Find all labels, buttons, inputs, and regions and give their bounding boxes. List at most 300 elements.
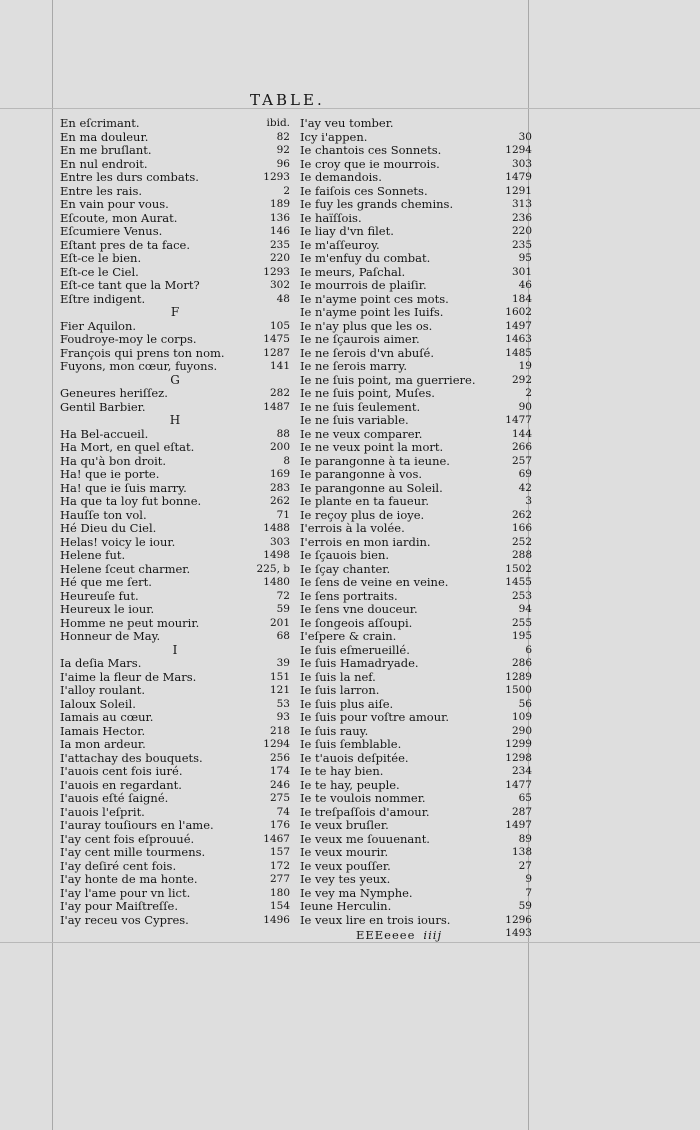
- index-entry: [300, 765, 532, 779]
- entry-page-number: 195: [511, 630, 532, 642]
- entry-title: Ie ne ſuis point, Muſes.: [300, 386, 435, 400]
- index-entry: [60, 549, 290, 563]
- index-entry: [60, 563, 290, 577]
- entry-page-number: ibid.: [266, 117, 290, 129]
- entry-page-number: 172: [269, 859, 290, 872]
- index-column-right: [300, 117, 532, 941]
- entry-page-number: 301: [511, 265, 532, 278]
- entry-title: Eſt-ce le bien.: [60, 251, 142, 265]
- entry-title: Homme ne peut mourir.: [60, 615, 200, 630]
- entry-page-number: 136: [269, 211, 290, 224]
- entry-page-number: 218: [269, 724, 290, 737]
- entry-page-number: 1294: [263, 738, 290, 750]
- index-entry: [300, 455, 532, 469]
- entry-page-number: 277: [269, 873, 290, 885]
- index-entry: [60, 428, 290, 442]
- entry-page-number: 105: [269, 319, 290, 332]
- entry-title: Ie parangonne à ta ieune.: [300, 453, 450, 468]
- index-entry: [60, 630, 290, 644]
- index-entry: [60, 603, 290, 617]
- entry-title: En nul endroit.: [60, 156, 148, 171]
- index-entry: [60, 806, 290, 820]
- section-letter-label: I: [172, 642, 178, 657]
- index-column-left: [60, 117, 290, 927]
- index-entry: [60, 293, 290, 307]
- index-entry: [300, 374, 532, 388]
- entry-page-number: 1299: [505, 738, 532, 750]
- index-entry: [300, 603, 532, 617]
- entry-page-number: 1500: [505, 684, 532, 696]
- index-entry: [60, 320, 290, 334]
- entry-page-number: 30: [518, 130, 532, 143]
- index-entry: [300, 617, 532, 631]
- entry-title: I'ay cent mille tourmens.: [60, 845, 206, 859]
- entry-page-number: 1497: [505, 319, 532, 332]
- index-entry: [60, 279, 290, 293]
- entry-page-number: 257: [511, 454, 532, 467]
- index-entry: [60, 198, 290, 212]
- entry-title: Ie ſuis larron.: [300, 683, 380, 697]
- index-entry: [60, 225, 290, 239]
- index-entry: [300, 563, 532, 577]
- entry-page-number: 151: [269, 670, 290, 683]
- index-entry: [60, 482, 290, 496]
- entry-page-number: 72: [276, 589, 290, 602]
- entry-page-number: 1296: [505, 913, 532, 926]
- entry-title: I'alloy roulant.: [60, 683, 146, 697]
- entry-page-number: 262: [511, 508, 532, 521]
- index-entry: [300, 887, 532, 901]
- index-entry: [300, 185, 532, 199]
- index-entry: [60, 711, 290, 725]
- index-entry: [60, 266, 290, 280]
- entry-page-number: 2: [283, 184, 290, 197]
- index-entry: [60, 171, 290, 185]
- index-entry: [300, 819, 532, 833]
- index-entry: [300, 144, 532, 158]
- entry-page-number: 1485: [505, 346, 532, 359]
- entry-page-number: 6: [525, 643, 532, 656]
- index-entry: [300, 900, 532, 914]
- entry-page-number: 220: [511, 225, 532, 237]
- index-entry: [300, 252, 532, 266]
- entry-page-number: 313: [511, 198, 532, 210]
- entry-page-number: 1477: [505, 414, 532, 426]
- entry-title: Ie ſuis pour voſtre amour.: [300, 710, 449, 724]
- entry-page-number: 1298: [505, 751, 532, 764]
- index-entry: [300, 239, 532, 253]
- entry-page-number: 176: [269, 819, 290, 831]
- index-entry: [300, 914, 532, 928]
- page-title: TABLE.: [250, 91, 325, 109]
- entry-page-number: 1493: [505, 927, 532, 939]
- entry-title: En eſcrimant.: [60, 116, 140, 130]
- entry-page-number: 234: [511, 765, 532, 777]
- index-entry: [60, 819, 290, 833]
- entry-page-number: 1477: [505, 778, 532, 791]
- index-entry: [300, 657, 532, 671]
- entry-page-number: 255: [511, 616, 532, 629]
- index-entry: [60, 765, 290, 779]
- index-entry: [300, 158, 532, 172]
- entry-page-number: 53: [276, 697, 290, 710]
- entry-title: I'auois en regardant.: [60, 777, 182, 792]
- index-entry: [60, 684, 290, 698]
- entry-title: I'errois à la volée.: [300, 521, 405, 535]
- entry-title: Ie croy que ie mourrois.: [300, 156, 440, 171]
- entry-title: Ie fuy les grands chemins.: [300, 197, 454, 211]
- entry-page-number: 46: [518, 279, 532, 291]
- entry-title: Fuyons, mon cœur, fuyons.: [60, 359, 218, 373]
- index-entry: [300, 522, 532, 536]
- index-entry: [60, 671, 290, 685]
- index-entry: [300, 792, 532, 806]
- index-entry: [60, 752, 290, 766]
- entry-page-number: 48: [276, 292, 290, 305]
- entry-title: Ie ſçauois bien.: [300, 548, 390, 562]
- entry-page-number: 283: [269, 481, 290, 494]
- index-entry: [300, 387, 532, 401]
- index-entry: [60, 468, 290, 482]
- entry-title: Ie ne veux comparer.: [300, 426, 423, 441]
- entry-page-number: 93: [276, 711, 290, 723]
- entry-page-number: 56: [518, 697, 532, 710]
- index-entry: [300, 671, 532, 685]
- entry-page-number: 1293: [263, 265, 290, 278]
- index-entry: [60, 252, 290, 266]
- entry-title: Eſtre indigent.: [60, 291, 146, 306]
- entry-title: Honneur de May.: [60, 629, 161, 643]
- entry-title: Eſt-ce tant que la Mort?: [60, 278, 200, 292]
- entry-page-number: 1291: [505, 184, 532, 197]
- entry-page-number: 189: [269, 198, 290, 210]
- index-entry: [300, 698, 532, 712]
- entry-page-number: 200: [269, 441, 290, 453]
- entry-title: Ieune Herculin.: [300, 899, 392, 913]
- index-entry: [60, 590, 290, 604]
- entry-page-number: 169: [269, 468, 290, 480]
- index-entry: [60, 725, 290, 739]
- entry-title: I'errois en mon iardin.: [300, 534, 431, 549]
- entry-page-number: 303: [511, 157, 532, 170]
- index-entry: [300, 806, 532, 820]
- index-entry: [300, 117, 532, 131]
- index-entry: [60, 522, 290, 536]
- index-entry: [300, 630, 532, 644]
- section-letter: [60, 644, 290, 658]
- entry-page-number: 286: [511, 657, 532, 669]
- entry-title: Ha! que ie ſuis marry.: [60, 480, 187, 495]
- entry-title: Ha Mort, en quel eſtat.: [60, 440, 195, 454]
- section-letter-label: G: [170, 372, 180, 387]
- entry-page-number: 74: [276, 805, 290, 818]
- entry-title: Ie ne ſerois d'vn abuſé.: [300, 345, 435, 360]
- entry-title: Ie vey tes yeux.: [300, 872, 391, 886]
- index-entry: [300, 347, 532, 361]
- entry-title: Ie veux lire en trois iours.: [300, 912, 451, 927]
- entry-page-number: 7: [525, 886, 532, 899]
- index-entry: [300, 590, 532, 604]
- index-entry: [60, 212, 290, 226]
- entry-title: Foudroye-moy le corps.: [60, 332, 197, 346]
- index-entry: [60, 779, 290, 793]
- index-entry: [300, 738, 532, 752]
- entry-page-number: 27: [518, 859, 532, 872]
- entry-title: Ie ne veux point la mort.: [300, 440, 444, 454]
- entry-title: Ha que ta loy fut bonne.: [60, 494, 202, 508]
- entry-title: Ie ſuis ſemblable.: [300, 737, 402, 751]
- entry-page-number: 1479: [505, 171, 532, 183]
- entry-title: Iamais au cœur.: [60, 710, 154, 724]
- entry-title: Ie vey ma Nymphe.: [300, 885, 413, 900]
- index-entry: [300, 225, 532, 239]
- entry-title: Ie faiſois ces Sonnets.: [300, 183, 428, 198]
- entry-page-number: 303: [269, 535, 290, 548]
- entry-title: Fier Aquilon.: [60, 318, 137, 333]
- entry-page-number: 1463: [505, 333, 532, 345]
- index-entry: [60, 185, 290, 199]
- index-entry: [60, 833, 290, 847]
- entry-page-number: 184: [511, 292, 532, 305]
- entry-title: I'ay veu tomber.: [300, 116, 394, 130]
- footer-rule: [0, 942, 700, 943]
- entry-title: Ie ſens portraits.: [300, 588, 398, 603]
- entry-page-number: 262: [269, 495, 290, 507]
- entry-title: I'ay l'ame pour vn lict.: [60, 885, 191, 900]
- entry-page-number: 246: [269, 778, 290, 791]
- index-entry: [60, 846, 290, 860]
- index-entry: [60, 698, 290, 712]
- index-entry: [60, 401, 290, 415]
- entry-title: Ie ne ſuis ſeulement.: [300, 399, 421, 414]
- entry-page-number: 9: [525, 873, 532, 885]
- entry-page-number: 69: [518, 468, 532, 480]
- index-entry: [300, 495, 532, 509]
- entry-page-number: 154: [269, 900, 290, 912]
- index-entry: [60, 239, 290, 253]
- index-entry: [300, 293, 532, 307]
- entry-title: Ie chantois ces Sonnets.: [300, 143, 442, 157]
- entry-page-number: 71: [276, 508, 290, 521]
- page-footer: [356, 928, 442, 942]
- entry-page-number: 94: [518, 603, 532, 615]
- entry-title: Eſcumiere Venus.: [60, 224, 163, 238]
- index-entry: [60, 131, 290, 145]
- index-entry: [60, 495, 290, 509]
- index-entry: [300, 482, 532, 496]
- index-entry: [300, 725, 532, 739]
- index-entry: [300, 468, 532, 482]
- entry-title: Ie t'auois deſpitée.: [300, 750, 409, 765]
- entry-title: Ie m'aſſeuroy.: [300, 237, 380, 252]
- entry-page-number: 96: [276, 157, 290, 170]
- index-entry: [300, 212, 532, 226]
- entry-title: I'auois cent fois iuré.: [60, 764, 183, 778]
- index-entry: [300, 414, 532, 428]
- entry-title: Ie m'enfuy du combat.: [300, 251, 431, 265]
- entry-title: Ie ſuis Hamadryade.: [300, 656, 419, 670]
- entry-title: Ie n'ayme point ces mots.: [300, 291, 449, 306]
- signature-mark: EEEeeee: [356, 928, 416, 942]
- entry-title: I'auois l'eſprit.: [60, 804, 145, 819]
- entry-title: I'ay cent fois eſprouué.: [60, 831, 195, 846]
- entry-title: Ie parangonne au Soleil.: [300, 480, 443, 495]
- entry-title: Ie ne ſuis variable.: [300, 413, 409, 427]
- entry-page-number: 266: [511, 441, 532, 453]
- entry-page-number: 2: [525, 387, 532, 399]
- entry-title: Ie ſçay chanter.: [300, 561, 391, 576]
- index-entry: [300, 360, 532, 374]
- entry-page-number: 1480: [263, 576, 290, 588]
- entry-page-number: 1293: [263, 171, 290, 183]
- entry-title: Gentil Barbier.: [60, 399, 146, 414]
- index-entry: [300, 711, 532, 725]
- entry-title: I'attachay des bouquets.: [60, 750, 203, 765]
- entry-title: Ie veux mourir.: [300, 845, 389, 859]
- entry-page-number: 1289: [505, 670, 532, 683]
- index-entry: [300, 644, 532, 658]
- entry-page-number: 157: [269, 846, 290, 858]
- entry-page-number: 253: [511, 589, 532, 602]
- entry-page-number: 287: [511, 805, 532, 818]
- entry-title: Ha qu'à bon droit.: [60, 453, 167, 468]
- entry-page-number: 88: [276, 427, 290, 440]
- index-entry: [300, 576, 532, 590]
- entry-page-number: 95: [518, 252, 532, 264]
- index-entry: [60, 509, 290, 523]
- index-entry: [300, 779, 532, 793]
- entry-title: Ie ſuis eſmerueillé.: [300, 642, 410, 657]
- entry-title: Ie te hay bien.: [300, 764, 384, 778]
- entry-title: Ie ſuis plus aiſe.: [300, 696, 394, 711]
- section-letter: [60, 306, 290, 320]
- entry-page-number: 141: [269, 360, 290, 372]
- entry-title: Entre les durs combats.: [60, 170, 199, 184]
- entry-title: I'eſpere & crain.: [300, 629, 397, 643]
- entry-title: I'ay honte de ma honte.: [60, 872, 198, 886]
- entry-page-number: 290: [511, 724, 532, 737]
- entry-title: Entre les rais.: [60, 183, 143, 198]
- entry-page-number: 59: [518, 900, 532, 912]
- entry-page-number: 252: [511, 535, 532, 548]
- index-entry: [60, 873, 290, 887]
- entry-title: Ie ſuis rauy.: [300, 723, 369, 738]
- entry-title: Eſt-ce le Ciel.: [60, 264, 139, 279]
- entry-title: Ie treſpaſſois d'amour.: [300, 804, 430, 819]
- entry-page-number: 1294: [505, 144, 532, 156]
- section-letter-label: F: [170, 305, 180, 319]
- entry-title: Ie plante en ta faueur.: [300, 494, 430, 508]
- entry-page-number: 82: [276, 130, 290, 143]
- entry-page-number: 166: [511, 522, 532, 534]
- index-entry: [60, 576, 290, 590]
- entry-page-number: 59: [276, 603, 290, 615]
- entry-title: Ie ne ſçaurois aimer.: [300, 332, 420, 346]
- entry-page-number: 39: [276, 657, 290, 669]
- entry-page-number: 1498: [263, 549, 290, 561]
- entry-page-number: 1287: [263, 346, 290, 359]
- entry-page-number: 1455: [505, 576, 532, 588]
- entry-title: Ialoux Soleil.: [60, 696, 136, 711]
- entry-title: Heureuſe fut.: [60, 588, 139, 603]
- entry-title: Ie veux me ſouuenant.: [300, 831, 430, 846]
- section-letter: [60, 414, 290, 428]
- index-entry: [60, 144, 290, 158]
- entry-title: Hauſſe ton vol.: [60, 507, 147, 522]
- index-entry: [60, 387, 290, 401]
- index-entry: [60, 455, 290, 469]
- entry-title: Ie demandois.: [300, 170, 382, 184]
- index-entry: [300, 279, 532, 293]
- entry-page-number: 138: [511, 846, 532, 858]
- entry-page-number: 19: [518, 360, 532, 372]
- entry-title: Ie ſongeois aſſoupi.: [300, 615, 413, 630]
- index-entry: [60, 536, 290, 550]
- entry-page-number: 92: [276, 144, 290, 156]
- left-margin-rule: [52, 0, 53, 1130]
- entry-title: Ie ſens vne douceur.: [300, 602, 418, 616]
- entry-title: Ie mourrois de plaiſir.: [300, 278, 427, 292]
- entry-page-number: 42: [518, 481, 532, 494]
- entry-page-number: 1497: [505, 819, 532, 831]
- index-entry: [300, 320, 532, 334]
- entry-title: I'ay pour Maiſtreſſe.: [60, 899, 179, 913]
- entry-title: Ie veux pouſſer.: [300, 858, 391, 873]
- entry-page-number: 1602: [505, 306, 532, 318]
- entry-title: Ie ne ſuis point, ma guerriere.: [300, 372, 476, 387]
- index-entry: [300, 752, 532, 766]
- entry-title: Ie parangonne à vos.: [300, 467, 423, 481]
- index-entry: [300, 171, 532, 185]
- entry-page-number: 292: [511, 373, 532, 386]
- entry-page-number: 236: [511, 211, 532, 224]
- index-entry: [300, 509, 532, 523]
- entry-title: Ie liay d'vn filet.: [300, 224, 394, 238]
- index-entry: [60, 914, 290, 928]
- entry-title: Helene ſceut charmer.: [60, 561, 191, 576]
- entry-page-number: 235: [511, 238, 532, 251]
- entry-page-number: 3: [525, 495, 532, 507]
- entry-page-number: 1496: [263, 913, 290, 926]
- entry-title: Ha! que ie porte.: [60, 467, 160, 481]
- entry-title: Geneures heriſſez.: [60, 386, 168, 400]
- index-entry: [300, 266, 532, 280]
- entry-title: Ie ſuis la nef.: [300, 669, 376, 684]
- section-letter-label: H: [169, 413, 181, 427]
- index-entry: [60, 360, 290, 374]
- entry-page-number: 121: [269, 684, 290, 696]
- index-entry: [60, 657, 290, 671]
- index-entry: [300, 333, 532, 347]
- index-entry: [60, 738, 290, 752]
- entry-title: I'aime la fleur de Mars.: [60, 669, 197, 684]
- entry-page-number: 1475: [263, 333, 290, 345]
- entry-title: Ie haïſſois.: [300, 210, 362, 225]
- index-entry: [60, 441, 290, 455]
- entry-title: Ia mon ardeur.: [60, 737, 146, 751]
- index-entry: [300, 401, 532, 415]
- entry-title: Ie n'ayme point les Iuifs.: [300, 305, 444, 319]
- index-entry: [300, 198, 532, 212]
- entry-page-number: 235: [269, 238, 290, 251]
- entry-title: Ie te voulois nommer.: [300, 791, 426, 805]
- entry-page-number: 220: [269, 252, 290, 264]
- entry-page-number: 1488: [263, 522, 290, 534]
- entry-title: François qui prens ton nom.: [60, 345, 225, 360]
- index-entry: [300, 846, 532, 860]
- entry-page-number: 275: [269, 792, 290, 804]
- index-entry: [300, 306, 532, 320]
